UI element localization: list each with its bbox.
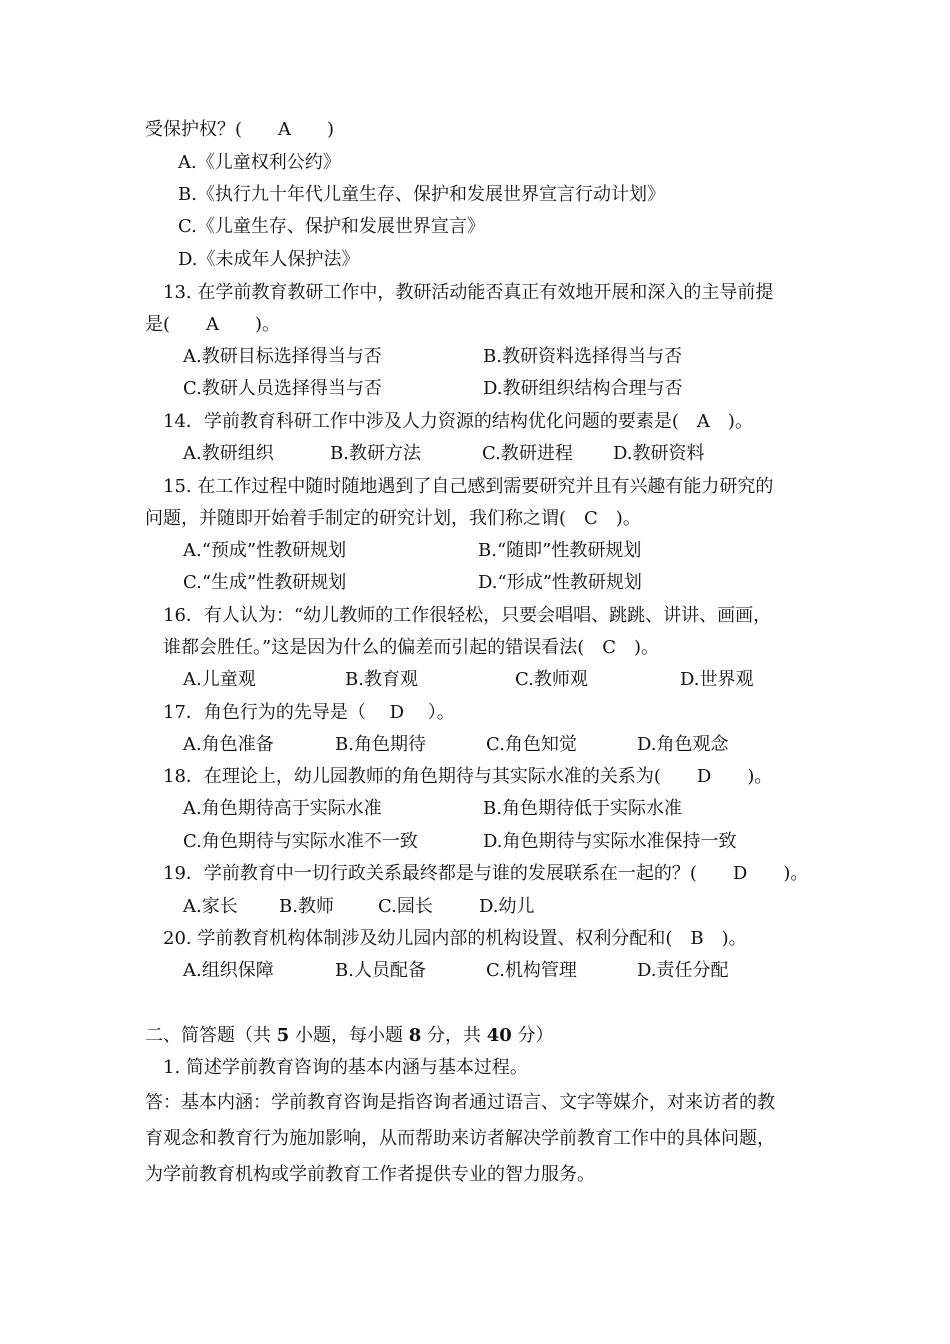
q15-stem-line1: 15. 在工作过程中随时随地遇到了自己感到需要研究并且有兴趣有能力研究的 [163,476,774,497]
q12-option-c: C.《儿童生存、保护和发展世界宣言》 [178,216,485,237]
q15-option-b: B.“随即”性教研规划 [478,540,642,561]
q14-option-d: D.教研资料 [613,443,705,464]
q13-option-c: C.教研人员选择得当与否 [183,378,382,399]
q13-stem-line1: 13. 在学前教育教研工作中，教研活动能否真正有效地开展和深入的主导前提 [163,282,774,303]
q17-option-b: B.角色期待 [335,734,426,755]
q16-option-b: B.教育观 [345,669,418,690]
section-question-count: 5 [276,1025,290,1046]
q15-option-d: D.“形成”性教研规划 [478,572,642,593]
q16-option-d: D.世界观 [680,669,754,690]
q20-option-a: A.组织保障 [183,960,274,981]
q18-stem: 18．在理论上，幼儿园教师的角色期待与其实际水准的关系为( D )。 [163,766,773,787]
q19-option-c: C.园长 [378,896,433,917]
section-heading-mid1: 小题，每小题 [289,1025,409,1046]
q19-option-a: A.家长 [183,896,238,917]
sq1-stem: 1. 简述学前教育咨询的基本内涵与基本过程。 [163,1057,528,1078]
q18-option-d: D.角色期待与实际水准保持一致 [483,831,737,852]
q17-stem: 17．角色行为的先导是（ D ）。 [163,702,455,723]
q16-option-a: A.儿童观 [183,669,256,690]
q13-option-b: B.教研资料选择得当与否 [483,346,682,367]
q19-stem: 19．学前教育中一切行政关系最终都是与谁的发展联系在一起的？( D )。 [163,863,809,884]
q19-option-d: D.幼儿 [479,896,535,917]
q17-option-a: A.角色准备 [183,734,274,755]
q17-option-c: C.角色知觉 [486,734,577,755]
q18-option-a: A.角色期待高于实际水准 [183,798,382,819]
section-heading-mid2: 分，共 [421,1025,487,1046]
q15-option-a: A.“预成”性教研规划 [183,540,347,561]
q12-stem-tail: 受保护权？( A ) [145,119,335,140]
q13-option-a: A.教研目标选择得当与否 [183,346,382,367]
section-heading-post: 分） [511,1025,554,1046]
sq1-answer-line1: 答：基本内涵：学前教育咨询是指咨询者通过语言、文字等媒介，对来访者的教 [145,1092,775,1113]
q16-stem-line1: 16．有人认为：“幼儿教师的工作很轻松，只要会唱唱、跳跳、讲讲、画画， [163,605,772,626]
q20-option-c: C.机构管理 [486,960,577,981]
section-heading [145,1024,554,1048]
q14-option-b: B.教研方法 [330,443,421,464]
q12-option-a: A.《儿童权利公约》 [178,152,341,173]
sq1-answer-line3: 为学前教育机构或学前教育工作者提供专业的智力服务。 [145,1164,595,1185]
q15-option-c: C.“生成”性教研规划 [183,572,347,593]
section-heading-pre: 二、简答题（共 [145,1025,277,1046]
q20-option-d: D.责任分配 [637,960,729,981]
section-points-each: 8 [408,1025,422,1046]
q14-option-a: A.教研组织 [183,443,274,464]
section-points-total: 40 [486,1025,512,1046]
q15-stem-line2: 问题，并随即开始着手制定的研究计划，我们称之谓( C )。 [145,508,641,529]
q13-option-d: D.教研组织结构合理与否 [483,378,683,399]
q16-option-c: C.教师观 [515,669,588,690]
q20-option-b: B.人员配备 [335,960,426,981]
q12-option-d: D.《未成年人保护法》 [178,249,360,270]
q14-stem: 14．学前教育科研工作中涉及人力资源的结构优化问题的要素是( A )。 [163,411,753,432]
q18-option-c: C.角色期待与实际水准不一致 [183,831,418,852]
q18-option-b: B.角色期待低于实际水准 [483,798,682,819]
q17-option-d: D.角色观念 [637,734,729,755]
q12-option-b: B.《执行九十年代儿童生存、保护和发展世界宣言行动计划》 [178,184,665,205]
q13-stem-line2: 是( A )。 [145,314,281,335]
sq1-answer-line2: 育观念和教育行为施加影响，从而帮助来访者解决学前教育工作中的具体问题， [145,1128,775,1149]
q20-stem: 20. 学前教育机构体制涉及幼儿园内部的机构设置、权利分配和( B )。 [163,928,747,949]
q16-stem-line2: 谁都会胜任。”这是因为什么的偏差而引起的错误看法( C )。 [163,637,660,658]
q19-option-b: B.教师 [279,896,334,917]
q14-option-c: C.教研进程 [482,443,573,464]
